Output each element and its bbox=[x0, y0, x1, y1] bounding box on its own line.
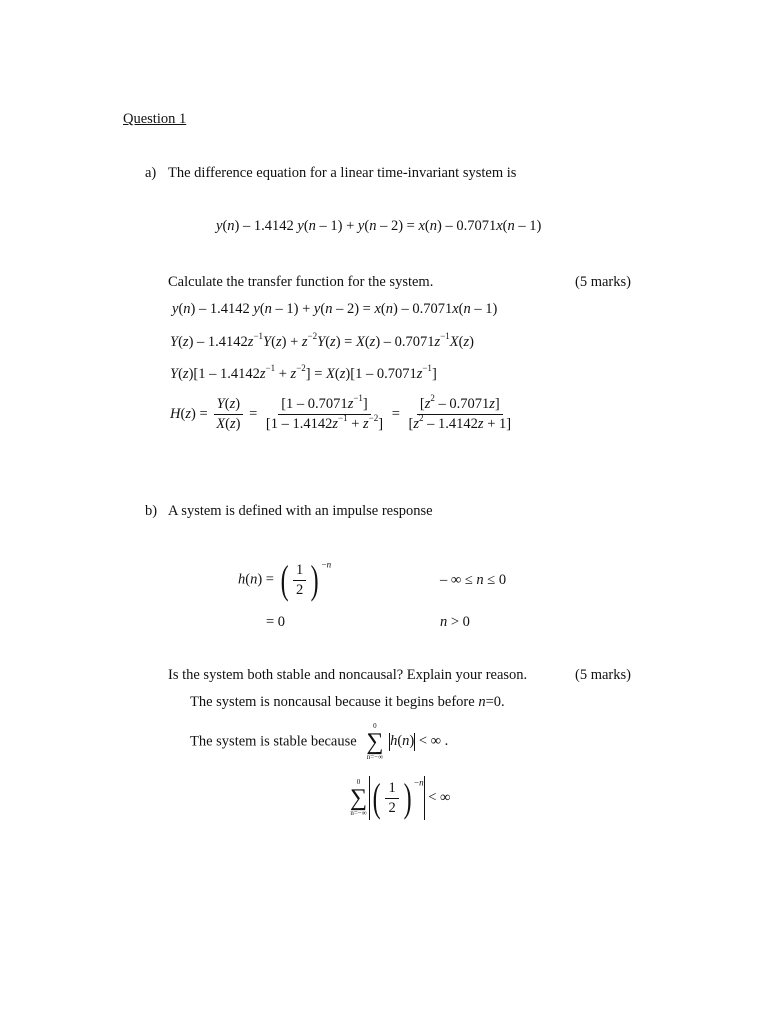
part-b-statement: A system is defined with an impulse response bbox=[168, 503, 433, 519]
question-title: Question 1 bbox=[123, 111, 187, 127]
solution-line-1: y(n) – 1.4142 y(n – 1) + y(n – 2) = x(n) – 0.7071x(n – 1) bbox=[172, 301, 498, 317]
noncausal-explanation: The system is noncausal because it begins before n=0. bbox=[190, 694, 505, 710]
part-b-label: b) bbox=[145, 503, 158, 519]
impulse-response-def: h(n) = ( $\frac{1}{2}$ ) $^{-n}$ bbox=[238, 557, 332, 602]
impulse-range-1: – ∞ ≤ n ≤ 0 bbox=[440, 572, 507, 588]
transfer-function: H(z) = $\frac{Y(z)}{X(z)}$ = $\frac{[1 - 0.7071z^{-1}]}{[1 - 1.4142z^{-1} + z^{-2}]}$ = $\frac{[z^2 - 0.7071z]}{[z^2 - 1.4142z + 1]}$ bbox=[170, 393, 512, 432]
final-sum-condition: 0 ∑ n=−∞ ( $\frac{1}{2}$ ) $^{-n}$ < ∞ bbox=[350, 775, 451, 820]
part-a-task: Calculate the transfer function for the system. bbox=[168, 274, 434, 290]
part-a-marks: (5 marks) bbox=[575, 274, 631, 290]
impulse-range-2: n > 0 bbox=[440, 614, 470, 630]
impulse-zero: = 0 bbox=[266, 614, 286, 630]
stable-explanation: The system is stable because 0 ∑ n=−∞ h(n) < ∞ . bbox=[190, 722, 449, 761]
solution-line-3: $Y(z)[1 - 1.4142z^{-1} + z^{-2}] = X(z)[1 - 0.7071z^{-1}]$ bbox=[170, 363, 437, 382]
part-b-task: Is the system both stable and noncausal? Explain your reason. bbox=[168, 667, 528, 683]
part-a-label: a) bbox=[145, 165, 157, 181]
difference-equation: y(n) – 1.4142 y(n – 1) + y(n – 2) = x(n) – 0.7071x(n – 1) bbox=[216, 218, 542, 234]
part-b-marks: (5 marks) bbox=[575, 667, 631, 683]
solution-line-2: $Y(z) - 1.4142z^{-1}Y(z) + z^{-2}Y(z) = X(z) - 0.7071z^{-1}X(z)$ bbox=[170, 331, 474, 350]
part-a-statement: The difference equation for a linear time-invariant system is bbox=[168, 165, 517, 181]
